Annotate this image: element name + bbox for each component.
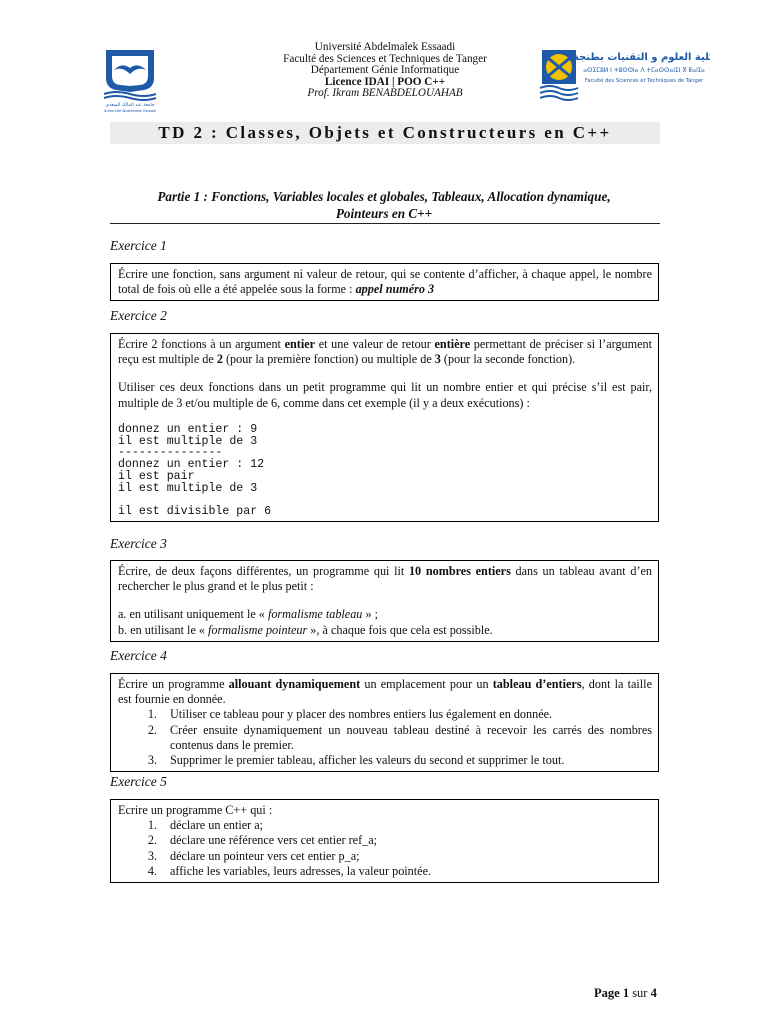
exercise-4-box <box>110 673 659 772</box>
exercise-5-box <box>110 799 659 883</box>
faculty-emblem-icon <box>540 46 710 102</box>
document-title: TD 2 : Classes, Objets et Constructeurs en C++ <box>110 122 660 144</box>
exercise-1-box <box>110 263 659 301</box>
university-name: Université Abdelmalek Essaadi <box>314 41 456 53</box>
section-heading-line-1: Partie 1 : Fonctions, Variables locales et globales, Tableaux, Allocation dynamique, <box>157 189 611 204</box>
exercise-2-label: Exercice 2 <box>110 308 167 323</box>
university-emblem-icon <box>100 44 160 114</box>
department-name: Département Génie Informatique <box>310 64 460 77</box>
code-line: donnez un entier : 9 <box>118 422 258 436</box>
section-divider <box>110 223 660 224</box>
exercise-2-box <box>110 333 659 522</box>
svg-text:ⴰⵙⵉⵎⵓⵍ ⵏ ⵜⵓⵙⵙⵏⴰ ⴷ ⵜⵎⴰⵙⵙⴰⵏⵉⵏ ⴳ: ⴰⵙⵉⵎⵓⵍ ⵏ ⵜⵓⵙⵙⵏⴰ ⴷ ⵜⵎⴰⵙⵙⴰⵏⵉⵏ ⴳ ⵟⴰⵏⵊⴰ <box>583 67 705 74</box>
code-line: il est divisible par 6 <box>118 505 272 519</box>
list-item: 1. Utiliser ce tableau pour y placer des nombres entiers lus également en donnée. <box>160 707 652 722</box>
list-item: 2. déclare une référence vers cet entier ref_a; <box>160 833 652 848</box>
code-line: --------------- <box>118 446 223 460</box>
institution-block <box>230 42 540 100</box>
section-heading <box>110 188 658 222</box>
section-heading-line-2: Pointeurs en C++ <box>335 206 433 221</box>
exercise-2-paragraph-1: Écrire 2 fonctions à un argument entier et une valeur de retour entière permettant de préciser si l’argument reçu est multiple de 2 (pour la première fonction) ou multiple de 3 (pour la seconde fonction). <box>118 337 653 367</box>
faculty-logo <box>540 46 710 102</box>
page-number: Page 1 sur 4 <box>594 986 657 1000</box>
svg-text:جامعة عبد المالك السعدي: جامعة عبد المالك السعدي <box>105 103 155 108</box>
exercise-4-paragraph-1: Écrire un programme allouant dynamiquement un emplacement pour un tableau d’entiers, dont la taille est fournie en donnée. <box>118 677 652 707</box>
list-item: 3. déclare un pointeur vers cet entier p_a; <box>160 849 652 864</box>
exercise-4-label: Exercice 4 <box>110 648 167 663</box>
exercise-3-paragraph-1: Écrire, de deux façons différentes, un programme qui lit 10 nombres entiers dans un tableau avant d’en rechercher le plus grand et le plus petit : <box>118 564 653 594</box>
exercise-5-steps <box>118 818 652 879</box>
list-item: 1. déclare un entier a; <box>160 818 652 833</box>
exercise-3-option-b: b. en utilisant le « formalisme pointeur », à chaque fois que cela est possible. <box>118 622 493 637</box>
page-header <box>0 40 768 113</box>
exercise-1-label: Exercice 1 <box>110 238 167 253</box>
svg-text:Faculté des Sciences et Techni: Faculté des Sciences et Techniques de Tanger <box>584 78 704 84</box>
exercise-4-steps <box>118 707 652 768</box>
exercise-5-label: Exercice 5 <box>110 774 167 789</box>
code-line: il est multiple de 3 <box>118 434 258 448</box>
svg-text:كلية العلوم و التقنيات بطنجة: كلية العلوم و التقنيات بطنجة <box>573 52 710 63</box>
faculty-name: Faculté des Sciences et Techniques de Tanger <box>283 52 487 65</box>
list-item: 4. affiche les variables, leurs adresses, la valeur pointée. <box>160 864 652 879</box>
code-line: donnez un entier : 12 <box>118 458 265 472</box>
exercise-3-label: Exercice 3 <box>110 536 167 551</box>
list-item: 3. Supprimer le premier tableau, afficher les valeurs du second et supprimer le tout. <box>160 753 652 768</box>
list-item: 2. Créer ensuite dynamiquement un nouveau tableau destiné à recevoir les carrés des nombres contenus dans le premier. <box>160 723 652 753</box>
code-line: il est pair <box>118 470 195 483</box>
course-name: Licence IDAI | POO C++ <box>324 75 446 88</box>
code-line: il est multiple de 3 <box>118 481 258 495</box>
exercise-5-intro: Ecrire un programme C++ qui : <box>118 803 273 817</box>
university-logo <box>100 44 160 114</box>
exercise-1-text: Écrire une fonction, sans argument ni valeur de retour, qui se contente d’afficher, à chaque appel, le nombre total de fois où elle a été appelée sous la forme : appel numéro 3 <box>118 267 652 297</box>
exercise-3-option-a: a. en utilisant uniquement le « formalisme tableau » ; <box>118 607 378 622</box>
exercise-3-box <box>110 560 659 642</box>
exercise-2-paragraph-2: Utiliser ces deux fonctions dans un petit programme qui lit un nombre entier et qui précise s’il est pair, multiple de 3 et/ou multiple de 6, comme dans cet exemple (il y a deux exécutions) : <box>118 380 652 410</box>
exercise-2-sample-output <box>118 424 652 518</box>
svg-text:Université Abdelmalek Essaadi: Université Abdelmalek Essaadi <box>103 109 157 113</box>
professor-name: Prof. Ikram BENABDELOUAHAB <box>307 87 463 100</box>
